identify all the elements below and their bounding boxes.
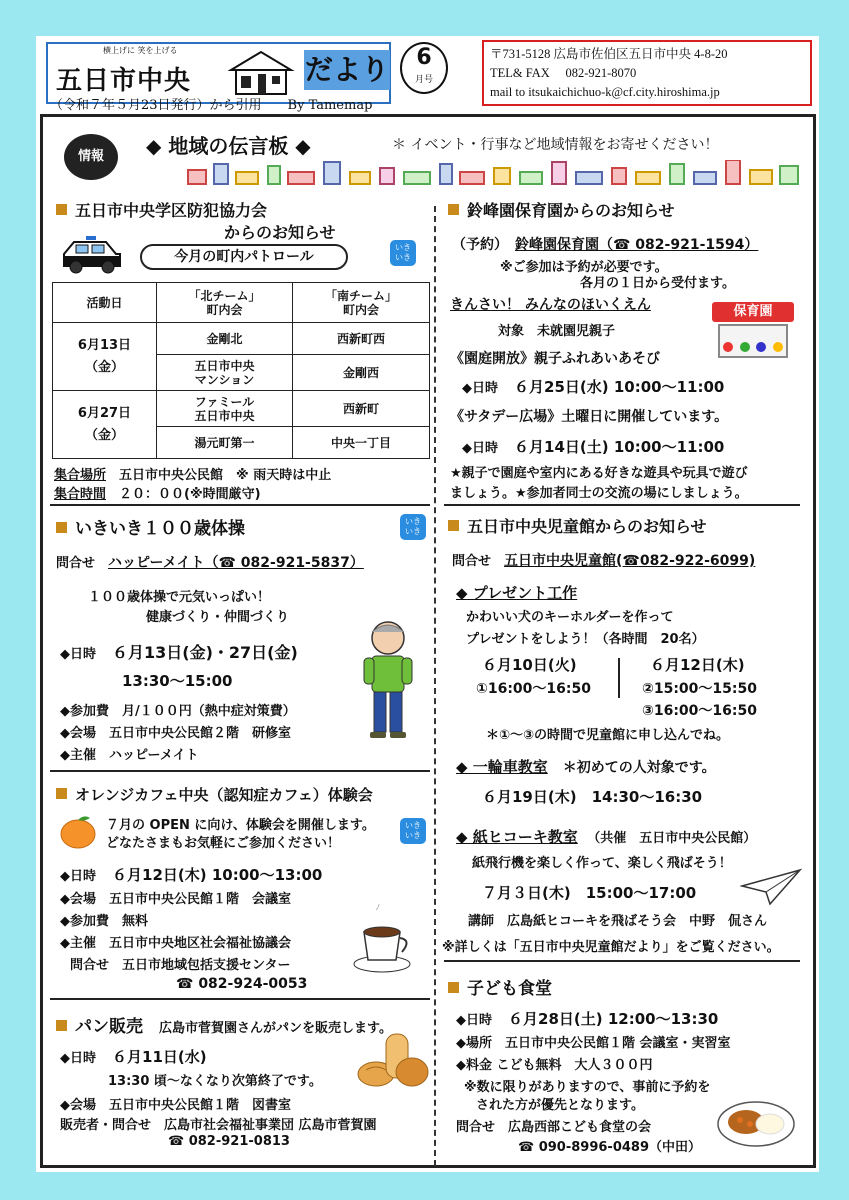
hall-contact: 問合せ 五日市中央児童館(☎082-922-6099) (452, 553, 756, 569)
newsletter-page (36, 36, 819, 1172)
bread-seller: 販売者・問合せ 広島市社会福祉事業団 広島市菅賀園 (60, 1118, 377, 1133)
nursery-sat-note-2: ましょう。★参加者同士の交流の場にしましょう。 (450, 486, 748, 501)
kids-meal-note-2: された方が優先となります。 (476, 1098, 644, 1113)
exercise-contact: 問合せ ハッピーメイト（☎ 082-921-5837） (56, 555, 364, 571)
bread-tel: ☎ 082-921-0813 (168, 1134, 290, 1149)
kids-meal-fee: ◆料金 こども無料 大人３００円 (456, 1058, 653, 1073)
bread-icon (356, 1030, 430, 1090)
cafe-line-2: どなたさまもお気軽にご参加ください！ (106, 836, 341, 851)
present-slot-b3: ③16:00～16:50 (642, 703, 757, 719)
exercise-fee: ◆参加費 月/１００円（熱中症対策費） (60, 704, 296, 719)
curry-icon (716, 1094, 796, 1148)
exercise-host: ◆主催 ハッピーメイト (60, 748, 199, 763)
table-header-north: 「北チーム」 町内会 (157, 283, 293, 323)
cafe-fee: ◆参加費 無料 (60, 914, 148, 929)
section-divider (444, 960, 800, 962)
board-note: ＊ イベント・行事など地域情報をお寄せください！ (392, 137, 719, 153)
house-logo-icon (226, 50, 296, 96)
nursery-note-1: ※ご参加は予約が必要です。 (500, 260, 668, 275)
nursery-sat-date: ◆日時 ６月14日(土) 10:00～11:00 (462, 438, 725, 456)
square-bullet (56, 788, 67, 799)
table-cell-south: 金剛西 (293, 355, 430, 391)
nursery-sat-title: 《サタデー広場》土曜日に開催しています。 (450, 409, 729, 425)
logo-dayori: だより (304, 50, 390, 90)
table-header-day: 活動日 (53, 283, 157, 323)
kids-meal-date: ◆日時 ６月28日(土) 12:00～13:30 (456, 1010, 719, 1028)
section-divider (444, 504, 800, 506)
hall-heading: 五日市中央児童館からのお知らせ (448, 514, 707, 537)
patrol-time: 集合時間 ２０：００(※時間厳守) (54, 487, 261, 502)
square-bullet (448, 982, 459, 993)
town-skyline-icon (184, 160, 804, 186)
cafe-line-1: ７月の OPEN に向け、体験会を開催します。 (106, 818, 375, 833)
present-slot-a1: ①16:00～16:50 (476, 681, 591, 697)
table-cell-north: ファミール 五日市中央 (157, 391, 293, 427)
ipad-icon: いき いき (390, 240, 416, 266)
square-bullet (56, 522, 67, 533)
square-bullet (56, 204, 67, 215)
orange-icon (58, 812, 98, 850)
kids-meal-note-1: ※数に限りがありますので、事前に予約を (464, 1080, 711, 1095)
patrol-pill: 今月の町内パトロール (140, 244, 348, 270)
patrol-place: 集合場所 五日市中央公民館 ※ 雨天時は中止 (54, 468, 332, 483)
hall-detail-note: ※詳しくは「五日市中央児童館だより」をご覧ください。 (442, 940, 780, 955)
nursery-reserve: （予約） 鈴峰園保育園（☎ 082-921-1594） (452, 237, 759, 253)
exercise-line-2: 健康づくり・仲間づくり (146, 610, 290, 625)
nursery-subtitle: きんさい！ みんなのほいくえん (450, 297, 651, 313)
table-cell-south: 西新町西 (293, 323, 430, 355)
present-title: ◆ プレゼント工作 (456, 584, 578, 602)
table-cell-south: 西新町 (293, 391, 430, 427)
address: 〒731-5128 広島市佐伯区五日市中央 4-8-20 (490, 47, 728, 61)
section-divider (50, 504, 430, 506)
bread-venue: ◆会場 五日市中央公民館１階 図書室 (60, 1098, 291, 1113)
table-cell-north: 五日市中央 マンション (157, 355, 293, 391)
table-cell-north: 湯元町第一 (157, 427, 293, 459)
coffee-cup-icon (352, 904, 418, 974)
table-cell-north: 金剛北 (157, 323, 293, 355)
bread-heading: パン販売 広島市菅賀園さんがパンを販売します。 (56, 1012, 392, 1037)
cafe-heading: オレンジカフェ中央（認知症カフェ）体験会 (56, 784, 373, 805)
nursery-target: 対象 未就園児親子 (498, 324, 616, 339)
nursery-heading: 鈴峰園保育園からのお知らせ (448, 198, 675, 221)
present-date-a: ６月10日(火) (482, 656, 577, 674)
ipad-icon: いき いき (400, 514, 426, 540)
nursery-open-title: 《園庭開放》親子ふれあいあそび (450, 351, 660, 367)
cafe-tel: ☎ 082-924-0053 (176, 976, 308, 992)
logo-tagline: 横上げに 笑を上げる (103, 46, 178, 55)
slot-divider (618, 658, 620, 698)
cafe-venue: ◆会場 五日市中央公民館１階 会議室 (60, 892, 291, 907)
kids-meal-tel: ☎ 090-8996-0489（中田） (518, 1140, 702, 1155)
column-divider (434, 206, 436, 1166)
address-box (482, 40, 812, 106)
board-title: ◆ 地域の伝言板 ◆ (146, 134, 311, 158)
police-car-icon (60, 234, 124, 274)
bread-time: 13:30 頃～なくなり次第終了です。 (108, 1074, 322, 1089)
square-bullet (448, 204, 459, 215)
patrol-heading-2: からのお知らせ (224, 223, 336, 242)
square-bullet (56, 1020, 67, 1031)
exercise-venue: ◆会場 五日市中央公民館２階 研修室 (60, 726, 291, 741)
kids-meal-heading: 子ども食堂 (448, 974, 552, 999)
table-header-south: 「南チーム」 町内会 (293, 283, 430, 323)
nursery-open-date: ◆日時 ６月25日(水) 10:00～11:00 (462, 378, 725, 396)
nursery-sign: 保育園 (712, 302, 794, 322)
cafe-contact: 問合せ 五日市地域包括支援センター (70, 958, 291, 973)
nursery-note-2: 各月の１日から受付ます。 (580, 276, 735, 291)
unicycle-date: ６月19日(木) 14:30～16:30 (482, 788, 703, 806)
exercise-heading: いきいき１００歳体操 (56, 514, 245, 539)
mail-address[interactable]: mail to itsukaichichuo-k@cf.city.hiroshima.jp (490, 85, 720, 99)
paper-plane-icon (740, 866, 802, 908)
table-cell-date: 6月27日 （金） (53, 391, 157, 459)
exercise-date-row: ◆日時 ６月13日(金)・27日(金) (60, 643, 298, 662)
plane-date: ７月３日(木) 15:00～17:00 (482, 884, 697, 902)
table-cell-south: 中央一丁目 (293, 427, 430, 459)
patrol-table (52, 282, 430, 459)
elderly-man-icon (360, 616, 416, 740)
logo-title: 五日市中央 (56, 66, 192, 96)
info-badge: 情報 (64, 134, 118, 180)
plane-line: 紙飛行機を楽しく作って、楽しく飛ばそう！ (472, 856, 732, 871)
nursery-sat-note-1: ★親子で園庭や室内にある好きな遊具や玩具で遊び (450, 466, 748, 481)
ipad-icon: いき いき (400, 818, 426, 844)
unicycle-title: ◆ 一輪車教室 ＊初めての人対象です。 (456, 758, 716, 776)
kids-meal-contact: 問合せ 広島西部こども食堂の会 (456, 1120, 652, 1135)
cafe-date-row: ◆日時 ６月12日(木) 10:00～13:00 (60, 866, 323, 884)
present-line-1: かわいい犬のキーホルダーを作って (466, 610, 674, 625)
section-divider (50, 998, 430, 1000)
section-divider (50, 770, 430, 772)
present-slot-note: ＊①～③の時間で児童館に申し込んでね。 (486, 728, 730, 743)
table-cell-date: 6月13日 （金） (53, 323, 157, 391)
plane-title: ◆ 紙ヒコーキ教室 （共催 五日市中央公民館） (456, 828, 757, 846)
bread-date-row: ◆日時 ６月11日(水) (60, 1048, 207, 1066)
kids-meal-venue: ◆場所 五日市中央公民館１階 会議室・実習室 (456, 1036, 731, 1051)
patrol-heading: 五日市中央学区防犯協力会 (56, 198, 267, 221)
tel-fax: TEL& FAX 082-921-8070 (490, 66, 637, 80)
source-line: （令和７年５月23日発行）から引用 By Tamemap (50, 98, 373, 113)
cafe-host: ◆主催 五日市中央地区社会福祉協議会 (60, 936, 291, 951)
exercise-time: 13:30～15:00 (122, 672, 233, 690)
nursery-building-icon (712, 302, 794, 362)
present-line-2: プレゼントをしよう！（各時間 20名） (466, 632, 705, 647)
present-slot-b2: ②15:00～15:50 (642, 681, 757, 697)
exercise-line-1: １００歳体操で元気いっぱい！ (88, 590, 271, 605)
plane-teacher: 講師 広島紙ヒコーキを飛ばそう会 中野 侃さん (468, 914, 768, 929)
present-date-b: ６月12日(木) (650, 656, 745, 674)
square-bullet (448, 520, 459, 531)
issue-badge: 6 月号 (400, 42, 448, 94)
